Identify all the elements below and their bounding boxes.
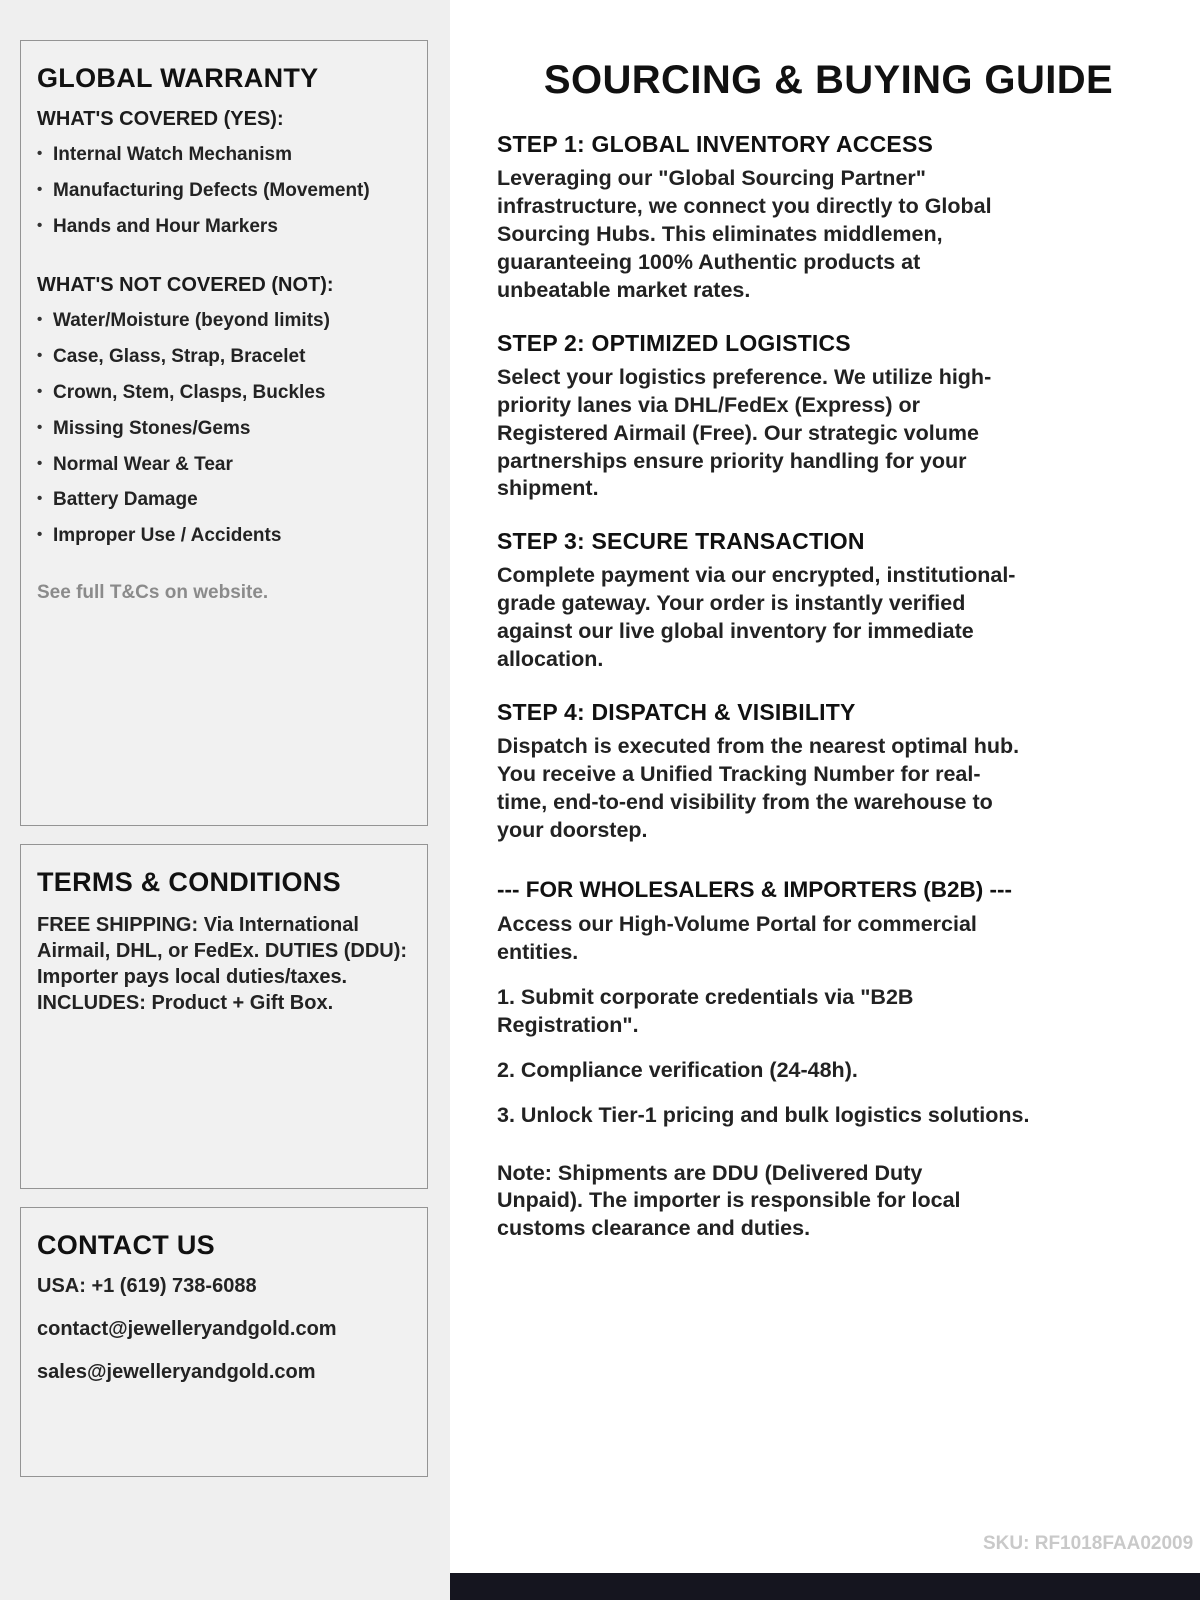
bottom-bar — [450, 1573, 1200, 1600]
step-3-heading: STEP 3: SECURE TRANSACTION — [497, 528, 865, 555]
list-item: • Internal Watch Mechanism — [37, 144, 411, 167]
page-title: SOURCING & BUYING GUIDE — [543, 58, 1114, 102]
warranty-panel — [20, 40, 428, 826]
contact-phone: USA: +1 (619) 738-6088 — [37, 1275, 257, 1297]
list-item: • Battery Damage — [37, 489, 411, 512]
contact-email-1: contact@jewelleryandgold.com — [37, 1318, 337, 1340]
list-item: • Manufacturing Defects (Movement) — [37, 180, 411, 203]
main-content — [450, 0, 1200, 1600]
covered-heading: WHAT'S COVERED (YES): — [37, 108, 284, 130]
terms-title: TERMS & CONDITIONS — [37, 867, 341, 897]
b2b-heading: --- FOR WHOLESALERS & IMPORTERS (B2B) --- — [497, 876, 1012, 902]
b2b-section — [497, 877, 1160, 1243]
step-1-body: Leveraging our "Global Sourcing Partner" infrastructure, we connect you directly to Global Sourcing Hubs. This eliminates middlemen, guaranteeing 100% Authentic products at unbeatable market rates. — [497, 166, 992, 302]
warranty-title: GLOBAL WARRANTY — [37, 63, 319, 93]
contact-email-2: sales@jewelleryandgold.com — [37, 1361, 316, 1383]
list-item: • Hands and Hour Markers — [37, 216, 411, 239]
terms-body: FREE SHIPPING: Via International Airmail, DHL, or FedEx. DUTIES (DDU): Importer pays local duties/taxes. INCLUDES: Product + Gift Box. — [37, 914, 408, 1014]
list-item: • Improper Use / Accidents — [37, 525, 411, 548]
b2b-note: Note: Shipments are DDU (Delivered Duty Unpaid). The importer is responsible for local customs clearance and duties. — [497, 1160, 961, 1241]
b2b-step-1: 1. Submit corporate credentials via "B2B Registration". — [497, 984, 914, 1037]
step-2-body: Select your logistics preference. We utilize high-priority lanes via DHL/FedEx (Express) or Registered Airmail (Free). Our strategic volume partnerships ensure priority handling for your shipment. — [497, 364, 992, 501]
not-covered-list — [37, 310, 411, 548]
b2b-intro: Access our High-Volume Portal for commercial entities. — [497, 911, 977, 964]
sku-label: SKU: RF1018FAA02009 — [983, 1533, 1194, 1554]
list-item: • Missing Stones/Gems — [37, 418, 411, 441]
list-item: • Water/Moisture (beyond limits) — [37, 310, 411, 333]
step-4-body: Dispatch is executed from the nearest optimal hub. You receive a Unified Tracking Number for real-time, end-to-end visibility from the warehouse to your doorstep. — [497, 734, 1020, 842]
contact-panel — [20, 1207, 428, 1477]
warranty-footnote: See full T&Cs on website. — [37, 581, 269, 603]
covered-list — [37, 144, 411, 238]
terms-panel — [20, 844, 428, 1189]
b2b-step-2: 2. Compliance verification (24-48h). — [497, 1057, 858, 1082]
step-1-heading: STEP 1: GLOBAL INVENTORY ACCESS — [497, 131, 934, 157]
list-item: • Normal Wear & Tear — [37, 454, 411, 477]
list-item: • Case, Glass, Strap, Bracelet — [37, 346, 411, 369]
not-covered-heading: WHAT'S NOT COVERED (NOT): — [37, 274, 334, 297]
contact-title: CONTACT US — [37, 1230, 215, 1260]
sidebar — [0, 0, 450, 1600]
step-2-heading: STEP 2: OPTIMIZED LOGISTICS — [497, 329, 851, 356]
step-4-heading: STEP 4: DISPATCH & VISIBILITY — [497, 699, 856, 726]
step-section-4 — [497, 699, 1160, 845]
list-item: • Crown, Stem, Clasps, Buckles — [37, 382, 411, 405]
step-section-3 — [497, 528, 1160, 674]
step-section-1 — [497, 131, 1160, 305]
step-section-2 — [497, 330, 1160, 504]
step-3-body: Complete payment via our encrypted, institutional-grade gateway. Your order is instantly verified against our live global inventory for immediate allocation. — [497, 563, 1016, 672]
b2b-step-3: 3. Unlock Tier-1 pricing and bulk logistics solutions. — [497, 1102, 1030, 1127]
